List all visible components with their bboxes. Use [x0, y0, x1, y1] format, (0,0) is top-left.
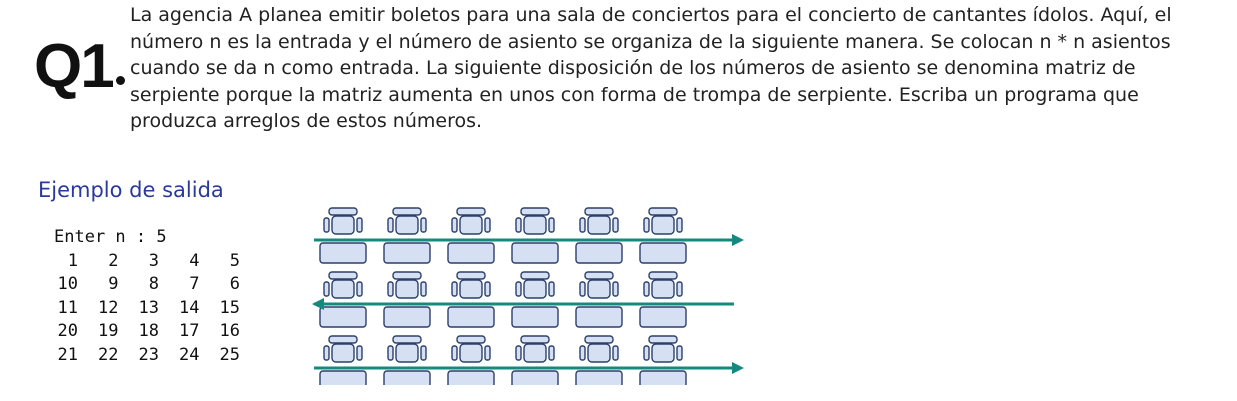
seat: [512, 272, 558, 327]
matrix-cell: 14: [179, 297, 200, 318]
input-prompt: Enter n : 5: [54, 227, 167, 247]
snake-matrix: [54, 250, 240, 368]
seat: [320, 208, 366, 263]
seat: [640, 208, 686, 263]
matrix-cell: 13: [138, 297, 159, 318]
seat: [448, 272, 494, 327]
arrow-head: [732, 362, 744, 374]
matrix-cell: 15: [219, 297, 240, 318]
seating-diagram: [310, 205, 750, 385]
seat: [320, 272, 366, 327]
matrix-cell: 3: [148, 250, 159, 271]
seat: [384, 272, 430, 327]
example-title: Ejemplo de salida: [38, 178, 224, 202]
matrix-row: [54, 250, 240, 274]
matrix-row: [54, 273, 240, 297]
seat: [384, 208, 430, 263]
matrix-cell: 19: [98, 321, 119, 342]
seat: [576, 336, 622, 385]
matrix-cell: 17: [179, 321, 200, 342]
arrow-head: [312, 298, 324, 310]
matrix-cell: 22: [98, 344, 119, 365]
matrix-cell: 25: [219, 344, 240, 365]
matrix-cell: 12: [98, 297, 119, 318]
matrix-cell: 9: [108, 274, 119, 295]
matrix-cell: 10: [57, 274, 78, 295]
question-label-dot: [116, 76, 125, 85]
seat: [384, 336, 430, 385]
matrix-cell: 11: [57, 297, 78, 318]
question-label: Q1: [34, 36, 125, 98]
matrix-cell: 2: [108, 250, 119, 271]
seat: [320, 336, 366, 385]
matrix-cell: 21: [57, 344, 78, 365]
matrix-cell: 16: [219, 321, 240, 342]
matrix-cell: 4: [189, 250, 200, 271]
seat: [640, 336, 686, 385]
seat: [576, 272, 622, 327]
matrix-row: [54, 344, 240, 368]
problem-statement: La agencia A planea emitir boletos para una sala de conciertos para el concierto de cantantes ídolos. Aquí, el número n es la entrada y el número de asiento se organiza de la siguiente manera. Se colocan n * n asientos cuando se da n como entrada. La siguiente disposición de los números de asiento se denomina matriz de serpiente porque la matriz aumenta en unos con forma de trompa de serpiente. Escriba un programa que produzca arreglos de estos números.: [130, 4, 1172, 132]
matrix-cell: 5: [229, 250, 240, 271]
arrow-head: [732, 234, 744, 246]
seat: [640, 272, 686, 327]
seat: [448, 336, 494, 385]
seat: [512, 208, 558, 263]
seat: [512, 336, 558, 385]
matrix-row: [54, 320, 240, 344]
matrix-cell: 7: [189, 274, 200, 295]
matrix-cell: 20: [57, 321, 78, 342]
matrix-cell: 23: [138, 344, 159, 365]
matrix-cell: 6: [229, 274, 240, 295]
matrix-row: [54, 297, 240, 321]
seat: [576, 208, 622, 263]
matrix-cell: 18: [138, 321, 159, 342]
matrix-cell: 24: [179, 344, 200, 365]
sample-output: [54, 226, 240, 368]
matrix-cell: 8: [148, 274, 159, 295]
seat: [448, 208, 494, 263]
matrix-cell: 1: [67, 250, 78, 271]
